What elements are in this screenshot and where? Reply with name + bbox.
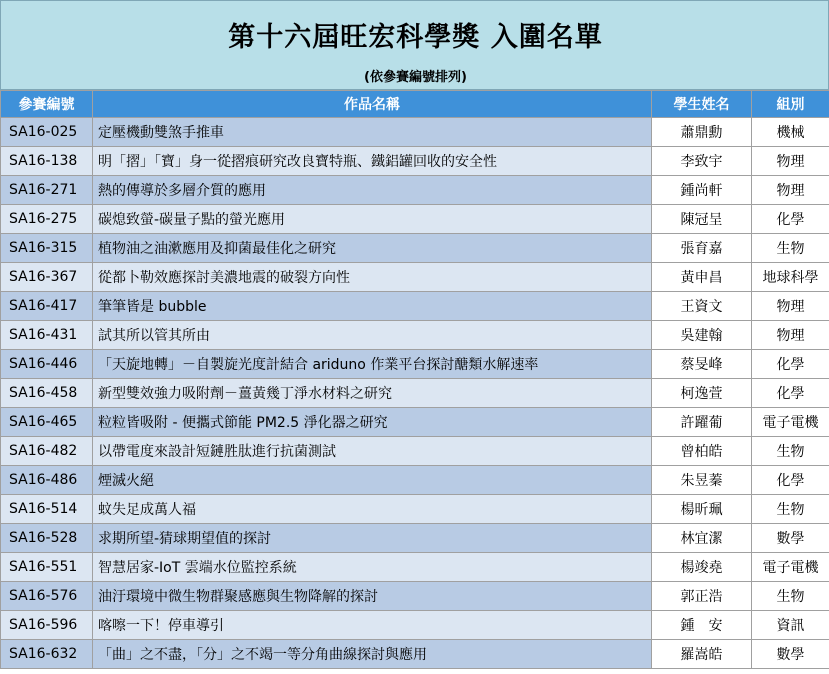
entry-id: SA16-315 bbox=[1, 234, 93, 263]
project-group: 機械 bbox=[752, 118, 829, 147]
project-group: 物理 bbox=[752, 147, 829, 176]
column-header-title: 作品名稱 bbox=[93, 91, 652, 118]
project-group: 化學 bbox=[752, 379, 829, 408]
entry-id: SA16-632 bbox=[1, 640, 93, 669]
column-header-group: 組別 bbox=[752, 91, 829, 118]
table-row bbox=[1, 553, 829, 582]
entry-id: SA16-596 bbox=[1, 611, 93, 640]
student-name: 王資文 bbox=[652, 292, 752, 321]
student-name: 鍾尚軒 bbox=[652, 176, 752, 205]
project-group: 電子電機 bbox=[752, 408, 829, 437]
student-name: 鍾 安 bbox=[652, 611, 752, 640]
table-row bbox=[1, 408, 829, 437]
entry-id: SA16-271 bbox=[1, 176, 93, 205]
entry-id: SA16-458 bbox=[1, 379, 93, 408]
student-name: 朱昱蓁 bbox=[652, 466, 752, 495]
finalist-table bbox=[0, 90, 829, 669]
project-group: 物理 bbox=[752, 176, 829, 205]
project-title: 喀嚓一下！停車導引 bbox=[93, 611, 652, 640]
table-row bbox=[1, 379, 829, 408]
table-row bbox=[1, 118, 829, 147]
student-name: 郭正浩 bbox=[652, 582, 752, 611]
page-title: 第十六屆旺宏科學獎 入圍名單 bbox=[228, 22, 603, 53]
project-title: 求期所望-猜球期望值的探討 bbox=[93, 524, 652, 553]
student-name: 吳建翰 bbox=[652, 321, 752, 350]
project-title: 新型雙效強力吸附劑－薑黃幾丁淨水材料之研究 bbox=[93, 379, 652, 408]
project-title: 油汙環境中微生物群聚感應與生物降解的探討 bbox=[93, 582, 652, 611]
project-group: 生物 bbox=[752, 582, 829, 611]
project-title: 煙滅火絕 bbox=[93, 466, 652, 495]
project-title: 智慧居家-IoT 雲端水位監控系統 bbox=[93, 553, 652, 582]
entry-id: SA16-275 bbox=[1, 205, 93, 234]
student-name: 張育嘉 bbox=[652, 234, 752, 263]
project-group: 生物 bbox=[752, 495, 829, 524]
project-title: 筆筆皆是 bubble bbox=[93, 292, 652, 321]
entry-id: SA16-528 bbox=[1, 524, 93, 553]
project-title: 蚊失足成萬人福 bbox=[93, 495, 652, 524]
student-name: 陳冠呈 bbox=[652, 205, 752, 234]
entry-id: SA16-367 bbox=[1, 263, 93, 292]
project-title: 「天旋地轉」－自製旋光度計結合 ariduno 作業平台探討醣類水解速率 bbox=[93, 350, 652, 379]
table-row bbox=[1, 495, 829, 524]
student-name: 柯逸萱 bbox=[652, 379, 752, 408]
student-name: 李致宇 bbox=[652, 147, 752, 176]
column-header-id: 參賽編號 bbox=[1, 91, 93, 118]
project-group: 物理 bbox=[752, 292, 829, 321]
entry-id: SA16-446 bbox=[1, 350, 93, 379]
table-row bbox=[1, 350, 829, 379]
column-header-student: 學生姓名 bbox=[652, 91, 752, 118]
project-group: 地球科學 bbox=[752, 263, 829, 292]
project-title: 定壓機動雙煞手推車 bbox=[93, 118, 652, 147]
table-row bbox=[1, 234, 829, 263]
project-group: 化學 bbox=[752, 205, 829, 234]
entry-id: SA16-465 bbox=[1, 408, 93, 437]
project-title: 熱的傳導於多層介質的應用 bbox=[93, 176, 652, 205]
project-group: 生物 bbox=[752, 437, 829, 466]
student-name: 楊竣堯 bbox=[652, 553, 752, 582]
table-row bbox=[1, 205, 829, 234]
project-title: 試其所以管其所由 bbox=[93, 321, 652, 350]
table-row bbox=[1, 466, 829, 495]
table-row bbox=[1, 321, 829, 350]
project-group: 數學 bbox=[752, 640, 829, 669]
table-row bbox=[1, 176, 829, 205]
project-title: 碳熄致螢-碳量子點的螢光應用 bbox=[93, 205, 652, 234]
project-group: 數學 bbox=[752, 524, 829, 553]
student-name: 蕭鼎勳 bbox=[652, 118, 752, 147]
project-title: 從都卜勒效應探討美濃地震的破裂方向性 bbox=[93, 263, 652, 292]
student-name: 楊昕珮 bbox=[652, 495, 752, 524]
entry-id: SA16-486 bbox=[1, 466, 93, 495]
project-title: 粒粒皆吸附 - 便攜式節能 PM2.5 淨化器之研究 bbox=[93, 408, 652, 437]
student-name: 曾柏皓 bbox=[652, 437, 752, 466]
table-row bbox=[1, 292, 829, 321]
entry-id: SA16-576 bbox=[1, 582, 93, 611]
project-group: 物理 bbox=[752, 321, 829, 350]
project-title: 明「摺」「寶」身一從摺痕研究改良寶特瓶、鐵鋁罐回收的安全性 bbox=[93, 147, 652, 176]
entry-id: SA16-482 bbox=[1, 437, 93, 466]
table-header-row bbox=[1, 91, 829, 118]
student-name: 羅嵩皓 bbox=[652, 640, 752, 669]
project-group: 化學 bbox=[752, 466, 829, 495]
table-row bbox=[1, 582, 829, 611]
header-banner bbox=[0, 0, 829, 90]
table-row bbox=[1, 611, 829, 640]
student-name: 林宜潔 bbox=[652, 524, 752, 553]
project-group: 化學 bbox=[752, 350, 829, 379]
entry-id: SA16-514 bbox=[1, 495, 93, 524]
project-group: 生物 bbox=[752, 234, 829, 263]
project-group: 電子電機 bbox=[752, 553, 829, 582]
project-title: 以帶電度來設計短鏈胜肽進行抗菌測試 bbox=[93, 437, 652, 466]
student-name: 蔡旻峰 bbox=[652, 350, 752, 379]
table-row bbox=[1, 147, 829, 176]
table-row bbox=[1, 524, 829, 553]
project-group: 資訊 bbox=[752, 611, 829, 640]
page-subtitle: (依參賽編號排列) bbox=[364, 70, 467, 85]
student-name: 黃申昌 bbox=[652, 263, 752, 292]
entry-id: SA16-417 bbox=[1, 292, 93, 321]
project-title: 「曲」之不盡，「分」之不竭一等分角曲線探討與應用 bbox=[93, 640, 652, 669]
table-row bbox=[1, 437, 829, 466]
project-title: 植物油之油漱應用及抑菌最佳化之研究 bbox=[93, 234, 652, 263]
entry-id: SA16-551 bbox=[1, 553, 93, 582]
table-row bbox=[1, 263, 829, 292]
entry-id: SA16-025 bbox=[1, 118, 93, 147]
table-row bbox=[1, 640, 829, 669]
student-name: 許躍葡 bbox=[652, 408, 752, 437]
entry-id: SA16-431 bbox=[1, 321, 93, 350]
entry-id: SA16-138 bbox=[1, 147, 93, 176]
